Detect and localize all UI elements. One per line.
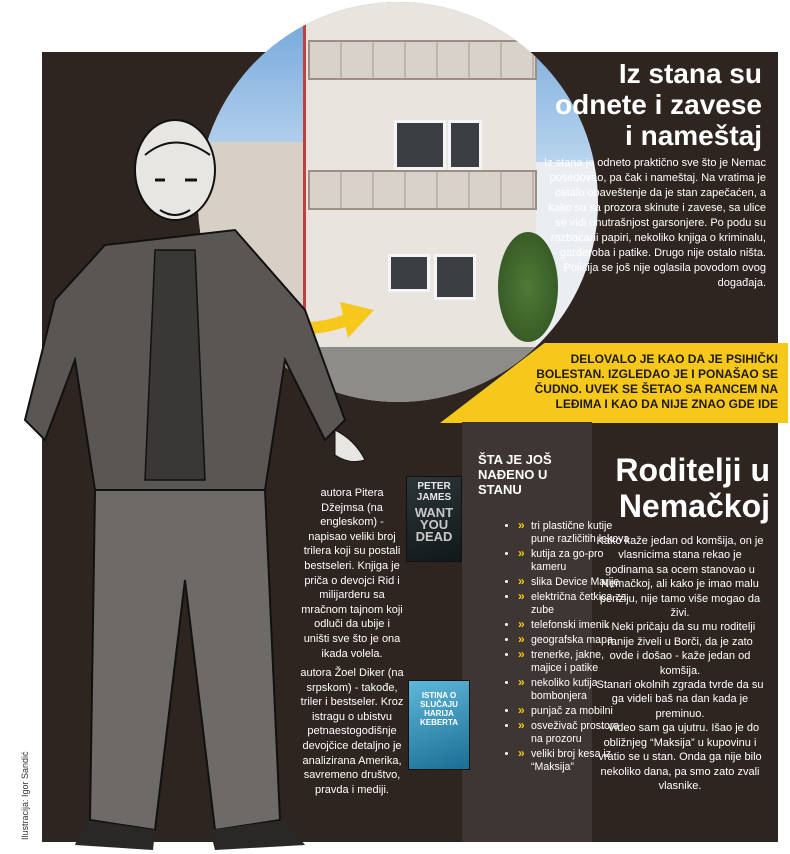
parents-body xyxy=(594,534,766,793)
parents-title-line-2: Nemačkoj xyxy=(618,488,770,524)
book-cover-author: PETER JAMES xyxy=(416,481,452,503)
list-item: » • veliki broj kesa iz “Maksija” xyxy=(518,748,633,774)
parents-paragraph: - Neki pričaju da su mu roditelji ranije živeli u Borči, da je zato ovde i došao - kaže jedan od komšija. xyxy=(604,621,756,677)
book-cover-hari-kebert xyxy=(408,680,470,770)
book-cover-want-you-dead xyxy=(406,476,462,562)
list-item: » • trenerke, jakne, majice i patike xyxy=(518,649,633,675)
illustration-credit: Ilustracija: Igor Sandić xyxy=(20,751,30,840)
headline-line-1: Iz stana su xyxy=(618,58,762,89)
list-item: » • električna četkica za zube xyxy=(518,591,633,617)
book-cover-title: ISTINA O SLUČAJU HARIJA KEBERTA xyxy=(419,691,459,727)
found-items-title: ŠTA JE JOŠ NAĐENO U STANU xyxy=(478,452,552,497)
parents-title-line-1: Roditelji u xyxy=(615,452,770,488)
parents-title xyxy=(600,452,770,524)
list-item: » • slika Device Marije xyxy=(518,576,633,589)
list-item: » • punjač za mobilni xyxy=(518,705,633,718)
book2-description: autora Žoel Diker (na srpskom) - takođe, triler i bestseler. Kroz istragu o ubistvu petnaestogodišnje devojčice detaljno je analizirana Amerika, savremeno društvo, pravda i mediji. xyxy=(300,667,404,796)
book1-description: autora Pitera Džejmsa (na engleskom) - napisao veliki broj trilera koji su postali bestseleri. Knjiga je priča o devojci Rid i milijarderu sa mračnom tajnom koji odluči da ubije i uništi sve što je ona ikada volela. xyxy=(301,487,403,660)
list-item: » • telefonski imenik xyxy=(518,619,633,632)
list-item: » • osveživač prostora na prozoru xyxy=(518,720,633,746)
headline-line-3: i nameštaj xyxy=(625,120,762,151)
book-cover-title: WANT YOU DEAD xyxy=(414,505,454,544)
parents-paragraph: Stanari okolnih zgrada tvrde da su ga videli baš na dan kada je preminuo. xyxy=(596,679,764,720)
list-item: » • kutija za go-pro kameru xyxy=(518,548,633,574)
parents-paragraph: - Video sam ga ujutru. Išao je do obližnjeg “Maksija” u kupovinu i vratio se u stan. Onda ga nije bilo nekoliko dana, pa smo zato zvali vlasnike. xyxy=(598,722,762,792)
headline xyxy=(532,58,762,151)
list-item: » • geografska mapa xyxy=(518,634,633,647)
parents-paragraph: Kako kaže jedan od komšija, on je vlasnicima stana rekao je godinama sa ocem stanovao u Nemačkoj, ali kako je imao malu penziju, nije tamo više mogao da živi. xyxy=(596,535,764,620)
quote-text: DELOVALO JE KAO DA JE PSIHIČKI BOLESTAN. IZGLEDAO JE I PONAŠAO SE ČUDNO. UVEK SE ŠETAO SA RANCEM NA LEĐIMA I KAO DA NIJE ZNAO GDE IDE xyxy=(534,352,778,411)
lead-paragraph: Iz stana je odneto praktično sve što je Nemac posedovao, pa čak i nameštaj. Na vratima je ostalo obaveštenje da je stan zapečaćen, a kako su sa prozora skinute i zavese, sa ulice se vidi unutrašnjost garsonjere. Po podu su razbacani papiri, nekoliko knjiga o kriminalu, garderoba i patike. Drugo nije ostalo ništa. Policija se još nije oglasila povodom ovog događaja. xyxy=(544,157,766,289)
headline-line-2: odnete i zavese xyxy=(555,89,762,120)
list-item: » • tri plastične kutije pune različitih lekova xyxy=(518,520,633,546)
list-item: » • nekoliko kutija bombonjera xyxy=(518,677,633,703)
